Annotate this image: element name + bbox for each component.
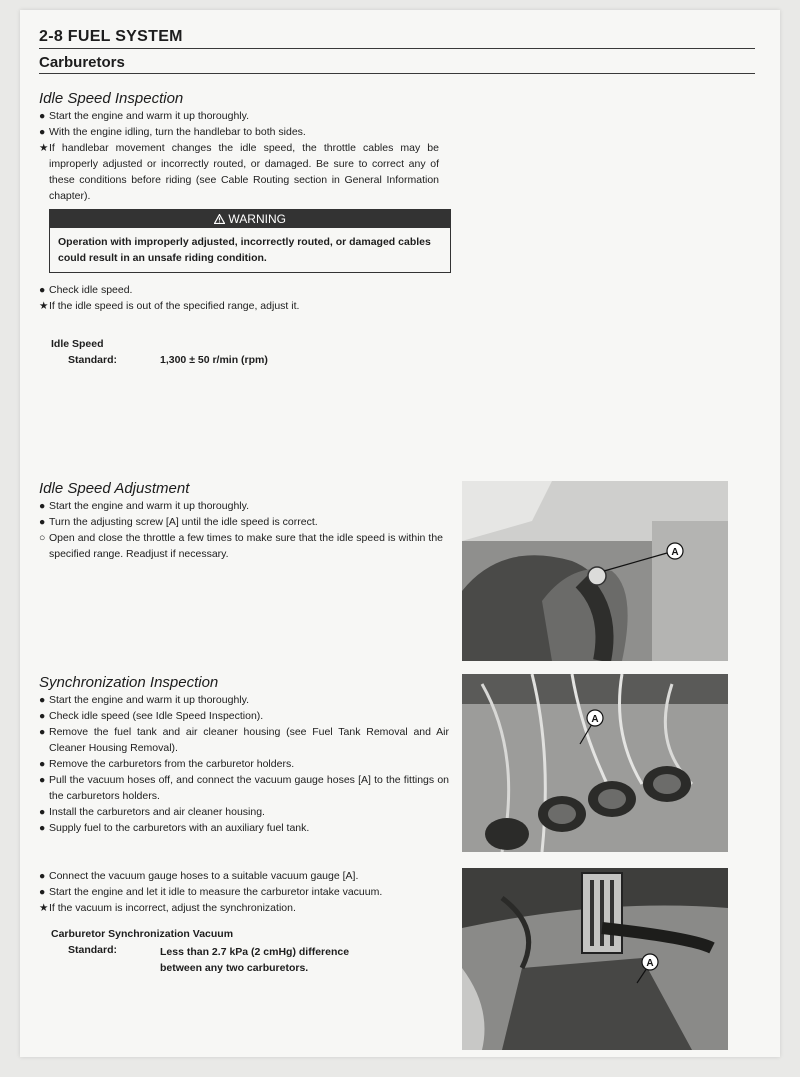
list-item: ○ Open and close the throttle a few times to make sure that the idle speed is within the specified range. Readjust if necessary.: [39, 532, 443, 560]
callout-a-label: A: [671, 547, 679, 558]
list-item: ● Pull the vacuum hoses off, and connect the vacuum gauge hoses [A] to the fittings on the carburetors holders.: [39, 774, 449, 802]
idle-inspection-list: [39, 108, 439, 204]
vacuum-spec-value: Less than 2.7 kPa (2 cmHg) difference between any two carburetors.: [160, 946, 350, 974]
warning-label: WARNING: [228, 212, 286, 226]
warning-text: Operation with improperly adjusted, incorrectly routed, or damaged cables could result in an unsafe riding condition.: [58, 236, 431, 264]
list-item: ★If the idle speed is out of the specified range, adjust it.: [39, 300, 300, 312]
list-item: ● Supply fuel to the carburetors with an auxiliary fuel tank.: [39, 822, 310, 834]
idle-check-list: [39, 282, 459, 314]
page-subtitle: Carburetors: [39, 54, 755, 74]
idle-adjustment-title: Idle Speed Adjustment: [39, 480, 190, 497]
manual-page: [20, 10, 780, 1057]
list-item: ● Start the engine and warm it up thoroughly.: [39, 694, 250, 706]
idle-inspection-title: Idle Speed Inspection: [39, 90, 184, 107]
list-item: ● Check idle speed.: [39, 284, 133, 296]
idle-spec-value: 1,300 ± 50 r/min (rpm): [160, 354, 268, 366]
warning-triangle-icon: [214, 212, 228, 226]
list-item: ● Start the engine and let it idle to measure the carburetor intake vacuum.: [39, 886, 383, 898]
vacuum-list: [39, 868, 459, 916]
list-item: ● Connect the vacuum gauge hoses to a suitable vacuum gauge [A].: [39, 870, 359, 882]
idle-adjustment-list: [39, 498, 443, 562]
list-item: ● Start the engine and warm it up thoroughly.: [39, 500, 250, 512]
vacuum-spec-title: Carburetor Synchronization Vacuum: [51, 928, 234, 940]
list-item: ● Remove the fuel tank and air cleaner housing (see Fuel Tank Removal and Air Cleaner Housing Removal).: [39, 726, 449, 754]
warning-header: [50, 210, 450, 228]
list-item: ● Remove the carburetors from the carburetor holders.: [39, 758, 295, 770]
list-item: ● Start the engine and warm it up thoroughly.: [39, 110, 250, 122]
list-item: ● Install the carburetors and air cleaner housing.: [39, 806, 265, 818]
warning-box: [49, 209, 451, 273]
callout-a-label: A: [591, 714, 599, 725]
carburetor-holders-photo: [462, 674, 728, 852]
list-item: ● With the engine idling, turn the handlebar to both sides.: [39, 126, 306, 138]
idle-spec-title: Idle Speed: [51, 338, 104, 350]
list-item: ★ If handlebar movement changes the idle speed, the throttle cables may be improperly adjusted or incorrectly routed, or damaged. Be sure to correct any of these conditions before riding (see Cable Routing section in General Information chapter).: [39, 142, 439, 202]
section-header: 2-8 FUEL SYSTEM: [39, 28, 755, 49]
sync-inspection-title: Synchronization Inspection: [39, 674, 219, 691]
idle-spec-label: Standard:: [68, 354, 118, 366]
list-item: ● Check idle speed (see Idle Speed Inspection).: [39, 710, 264, 722]
sync-inspection-list: [39, 692, 449, 836]
list-item: ● Turn the adjusting screw [A] until the idle speed is correct.: [39, 516, 318, 528]
vacuum-spec-label: Standard:: [68, 944, 118, 956]
list-item: ★If the vacuum is incorrect, adjust the synchronization.: [39, 902, 296, 914]
adjusting-screw-photo: [462, 481, 728, 661]
callout-a-label: A: [646, 958, 654, 969]
vacuum-gauge-photo: [462, 868, 728, 1050]
